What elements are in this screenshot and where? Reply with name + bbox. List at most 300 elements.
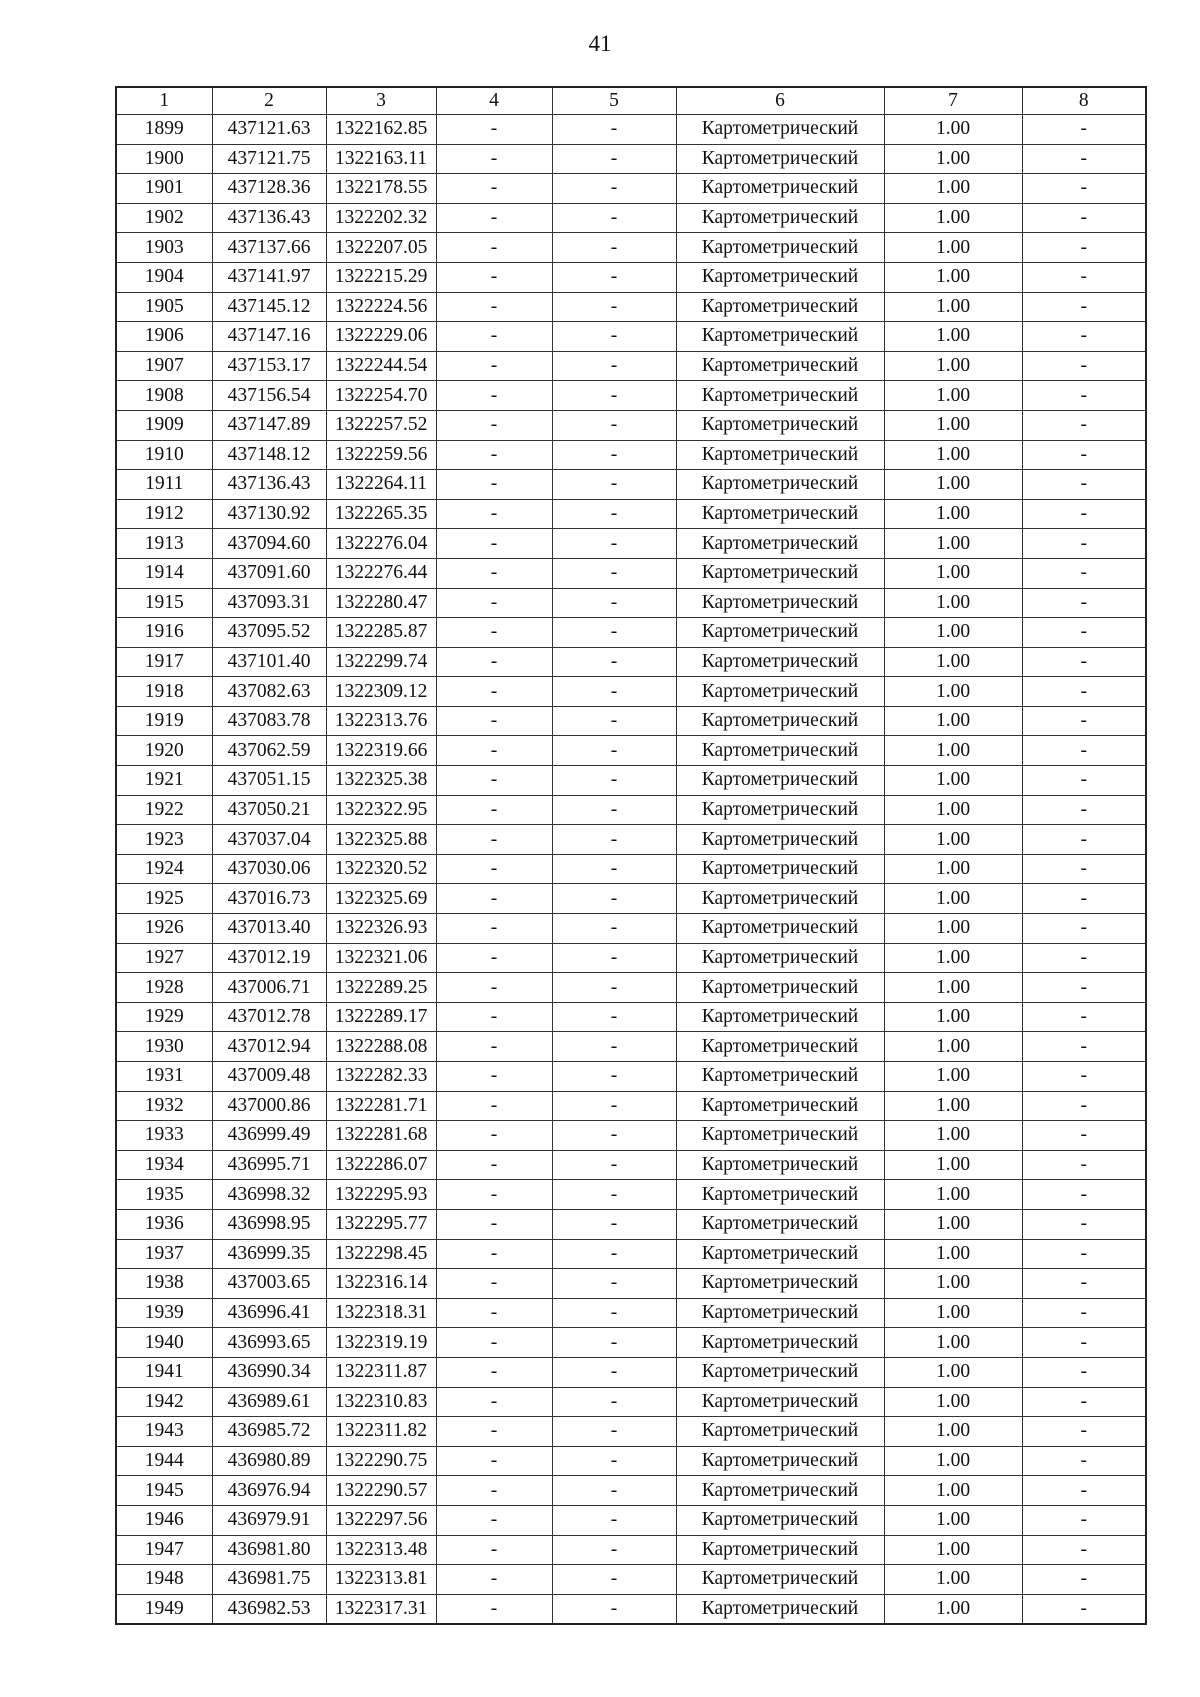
x-coordinate-cell: 437012.78 [212, 1002, 326, 1032]
column-5-cell: - [552, 825, 676, 855]
column-5-cell: - [552, 499, 676, 529]
point-number-cell: 1935 [116, 1180, 212, 1210]
y-coordinate-cell: 1322311.87 [326, 1357, 436, 1387]
column-5-cell: - [552, 203, 676, 233]
method-cell: Картометрический [676, 766, 884, 796]
column-4-cell: - [436, 884, 552, 914]
table-row [116, 706, 1146, 736]
column-5-cell: - [552, 1091, 676, 1121]
column-4-cell: - [436, 1121, 552, 1151]
method-cell: Картометрический [676, 381, 884, 411]
point-number-cell: 1910 [116, 440, 212, 470]
column-8-cell: - [1022, 1476, 1146, 1506]
point-number-cell: 1922 [116, 795, 212, 825]
table-row [116, 1565, 1146, 1595]
table-row [116, 736, 1146, 766]
column-8-cell: - [1022, 825, 1146, 855]
y-coordinate-cell: 1322215.29 [326, 262, 436, 292]
method-cell: Картометрический [676, 174, 884, 204]
table-row [116, 174, 1146, 204]
column-8-cell: - [1022, 1209, 1146, 1239]
x-coordinate-cell: 437037.04 [212, 825, 326, 855]
y-coordinate-cell: 1322290.57 [326, 1476, 436, 1506]
column-header: 5 [552, 87, 676, 115]
column-4-cell: - [436, 1180, 552, 1210]
column-4-cell: - [436, 1269, 552, 1299]
x-coordinate-cell: 437013.40 [212, 914, 326, 944]
x-coordinate-cell: 437083.78 [212, 706, 326, 736]
table-row [116, 647, 1146, 677]
y-coordinate-cell: 1322286.07 [326, 1150, 436, 1180]
column-4-cell: - [436, 588, 552, 618]
accuracy-cell: 1.00 [884, 1121, 1022, 1151]
y-coordinate-cell: 1322317.31 [326, 1594, 436, 1624]
point-number-cell: 1941 [116, 1357, 212, 1387]
column-4-cell: - [436, 1298, 552, 1328]
y-coordinate-cell: 1322276.04 [326, 529, 436, 559]
accuracy-cell: 1.00 [884, 973, 1022, 1003]
point-number-cell: 1948 [116, 1565, 212, 1595]
y-coordinate-cell: 1322281.71 [326, 1091, 436, 1121]
x-coordinate-cell: 437030.06 [212, 854, 326, 884]
x-coordinate-cell: 437147.16 [212, 322, 326, 352]
column-5-cell: - [552, 440, 676, 470]
column-8-cell: - [1022, 1150, 1146, 1180]
method-cell: Картометрический [676, 203, 884, 233]
accuracy-cell: 1.00 [884, 736, 1022, 766]
column-4-cell: - [436, 1417, 552, 1447]
x-coordinate-cell: 436989.61 [212, 1387, 326, 1417]
column-header: 1 [116, 87, 212, 115]
column-5-cell: - [552, 1417, 676, 1447]
y-coordinate-cell: 1322207.05 [326, 233, 436, 263]
column-8-cell: - [1022, 1594, 1146, 1624]
column-header: 2 [212, 87, 326, 115]
table-row [116, 1298, 1146, 1328]
accuracy-cell: 1.00 [884, 1565, 1022, 1595]
table-row [116, 351, 1146, 381]
x-coordinate-cell: 437128.36 [212, 174, 326, 204]
column-8-cell: - [1022, 706, 1146, 736]
x-coordinate-cell: 437101.40 [212, 647, 326, 677]
y-coordinate-cell: 1322289.25 [326, 973, 436, 1003]
x-coordinate-cell: 437137.66 [212, 233, 326, 263]
accuracy-cell: 1.00 [884, 943, 1022, 973]
accuracy-cell: 1.00 [884, 1594, 1022, 1624]
column-5-cell: - [552, 854, 676, 884]
y-coordinate-cell: 1322326.93 [326, 914, 436, 944]
column-8-cell: - [1022, 1417, 1146, 1447]
column-5-cell: - [552, 973, 676, 1003]
column-8-cell: - [1022, 529, 1146, 559]
method-cell: Картометрический [676, 973, 884, 1003]
column-8-cell: - [1022, 884, 1146, 914]
point-number-cell: 1911 [116, 470, 212, 500]
y-coordinate-cell: 1322325.38 [326, 766, 436, 796]
column-5-cell: - [552, 914, 676, 944]
column-8-cell: - [1022, 292, 1146, 322]
method-cell: Картометрический [676, 292, 884, 322]
x-coordinate-cell: 436979.91 [212, 1505, 326, 1535]
table-row [116, 470, 1146, 500]
x-coordinate-cell: 437156.54 [212, 381, 326, 411]
column-4-cell: - [436, 381, 552, 411]
column-5-cell: - [552, 322, 676, 352]
column-4-cell: - [436, 440, 552, 470]
column-5-cell: - [552, 1476, 676, 1506]
page-number: 41 [588, 31, 612, 56]
x-coordinate-cell: 436985.72 [212, 1417, 326, 1447]
column-8-cell: - [1022, 766, 1146, 796]
y-coordinate-cell: 1322311.82 [326, 1417, 436, 1447]
x-coordinate-cell: 436996.41 [212, 1298, 326, 1328]
column-5-cell: - [552, 1121, 676, 1151]
method-cell: Картометрический [676, 1565, 884, 1595]
column-4-cell: - [436, 322, 552, 352]
table-row [116, 943, 1146, 973]
table-row [116, 1239, 1146, 1269]
table-row [116, 618, 1146, 648]
column-5-cell: - [552, 262, 676, 292]
method-cell: Картометрический [676, 825, 884, 855]
point-number-cell: 1920 [116, 736, 212, 766]
column-4-cell: - [436, 262, 552, 292]
column-8-cell: - [1022, 115, 1146, 145]
accuracy-cell: 1.00 [884, 766, 1022, 796]
column-8-cell: - [1022, 174, 1146, 204]
accuracy-cell: 1.00 [884, 1535, 1022, 1565]
column-8-cell: - [1022, 618, 1146, 648]
table-row [116, 410, 1146, 440]
x-coordinate-cell: 436981.75 [212, 1565, 326, 1595]
column-4-cell: - [436, 1328, 552, 1358]
x-coordinate-cell: 437000.86 [212, 1091, 326, 1121]
column-5-cell: - [552, 1269, 676, 1299]
method-cell: Картометрический [676, 1594, 884, 1624]
x-coordinate-cell: 437095.52 [212, 618, 326, 648]
table-row [116, 322, 1146, 352]
point-number-cell: 1907 [116, 351, 212, 381]
point-number-cell: 1931 [116, 1062, 212, 1092]
point-number-cell: 1902 [116, 203, 212, 233]
column-5-cell: - [552, 381, 676, 411]
table-row [116, 766, 1146, 796]
point-number-cell: 1914 [116, 558, 212, 588]
table-row [116, 825, 1146, 855]
accuracy-cell: 1.00 [884, 1298, 1022, 1328]
x-coordinate-cell: 437091.60 [212, 558, 326, 588]
accuracy-cell: 1.00 [884, 618, 1022, 648]
x-coordinate-cell: 436995.71 [212, 1150, 326, 1180]
method-cell: Картометрический [676, 499, 884, 529]
point-number-cell: 1934 [116, 1150, 212, 1180]
y-coordinate-cell: 1322285.87 [326, 618, 436, 648]
table-row [116, 1505, 1146, 1535]
table-row [116, 677, 1146, 707]
column-8-cell: - [1022, 854, 1146, 884]
method-cell: Картометрический [676, 943, 884, 973]
x-coordinate-cell: 437051.15 [212, 766, 326, 796]
column-5-cell: - [552, 1209, 676, 1239]
point-number-cell: 1943 [116, 1417, 212, 1447]
y-coordinate-cell: 1322319.19 [326, 1328, 436, 1358]
column-header: 6 [676, 87, 884, 115]
accuracy-cell: 1.00 [884, 558, 1022, 588]
column-5-cell: - [552, 1180, 676, 1210]
column-header: 3 [326, 87, 436, 115]
column-4-cell: - [436, 115, 552, 145]
column-5-cell: - [552, 766, 676, 796]
column-5-cell: - [552, 736, 676, 766]
column-5-cell: - [552, 588, 676, 618]
accuracy-cell: 1.00 [884, 1417, 1022, 1447]
column-4-cell: - [436, 1062, 552, 1092]
point-number-cell: 1933 [116, 1121, 212, 1151]
x-coordinate-cell: 437012.19 [212, 943, 326, 973]
x-coordinate-cell: 437145.12 [212, 292, 326, 322]
point-number-cell: 1937 [116, 1239, 212, 1269]
method-cell: Картометрический [676, 854, 884, 884]
point-number-cell: 1930 [116, 1032, 212, 1062]
table-row [116, 1269, 1146, 1299]
table-row [116, 1062, 1146, 1092]
column-5-cell: - [552, 529, 676, 559]
accuracy-cell: 1.00 [884, 381, 1022, 411]
point-number-cell: 1909 [116, 410, 212, 440]
accuracy-cell: 1.00 [884, 1328, 1022, 1358]
column-5-cell: - [552, 618, 676, 648]
x-coordinate-cell: 436999.35 [212, 1239, 326, 1269]
point-number-cell: 1912 [116, 499, 212, 529]
column-4-cell: - [436, 1209, 552, 1239]
point-number-cell: 1924 [116, 854, 212, 884]
point-number-cell: 1908 [116, 381, 212, 411]
method-cell: Картометрический [676, 351, 884, 381]
x-coordinate-cell: 437012.94 [212, 1032, 326, 1062]
column-4-cell: - [436, 1476, 552, 1506]
x-coordinate-cell: 437016.73 [212, 884, 326, 914]
column-8-cell: - [1022, 1565, 1146, 1595]
table-row [116, 144, 1146, 174]
x-coordinate-cell: 437093.31 [212, 588, 326, 618]
table-row [116, 499, 1146, 529]
column-4-cell: - [436, 1446, 552, 1476]
column-5-cell: - [552, 1328, 676, 1358]
accuracy-cell: 1.00 [884, 1180, 1022, 1210]
column-4-cell: - [436, 174, 552, 204]
column-4-cell: - [436, 470, 552, 500]
method-cell: Картометрический [676, 677, 884, 707]
column-8-cell: - [1022, 351, 1146, 381]
accuracy-cell: 1.00 [884, 914, 1022, 944]
column-4-cell: - [436, 144, 552, 174]
table-row [116, 1180, 1146, 1210]
y-coordinate-cell: 1322325.88 [326, 825, 436, 855]
table-row [116, 1594, 1146, 1624]
accuracy-cell: 1.00 [884, 144, 1022, 174]
accuracy-cell: 1.00 [884, 1269, 1022, 1299]
column-5-cell: - [552, 943, 676, 973]
column-5-cell: - [552, 1062, 676, 1092]
column-4-cell: - [436, 795, 552, 825]
method-cell: Картометрический [676, 1476, 884, 1506]
column-8-cell: - [1022, 647, 1146, 677]
point-number-cell: 1928 [116, 973, 212, 1003]
y-coordinate-cell: 1322257.52 [326, 410, 436, 440]
method-cell: Картометрический [676, 1180, 884, 1210]
column-5-cell: - [552, 292, 676, 322]
column-8-cell: - [1022, 322, 1146, 352]
table-row [116, 440, 1146, 470]
column-4-cell: - [436, 825, 552, 855]
method-cell: Картометрический [676, 262, 884, 292]
method-cell: Картометрический [676, 144, 884, 174]
point-number-cell: 1936 [116, 1209, 212, 1239]
column-4-cell: - [436, 1091, 552, 1121]
x-coordinate-cell: 437148.12 [212, 440, 326, 470]
y-coordinate-cell: 1322295.93 [326, 1180, 436, 1210]
method-cell: Картометрический [676, 706, 884, 736]
accuracy-cell: 1.00 [884, 470, 1022, 500]
column-8-cell: - [1022, 1357, 1146, 1387]
table-body [116, 115, 1146, 1625]
table-row [116, 973, 1146, 1003]
point-number-cell: 1940 [116, 1328, 212, 1358]
point-number-cell: 1917 [116, 647, 212, 677]
method-cell: Картометрический [676, 618, 884, 648]
accuracy-cell: 1.00 [884, 825, 1022, 855]
method-cell: Картометрический [676, 1239, 884, 1269]
y-coordinate-cell: 1322244.54 [326, 351, 436, 381]
table-row [116, 233, 1146, 263]
table-row [116, 884, 1146, 914]
column-4-cell: - [436, 233, 552, 263]
table-row [116, 115, 1146, 145]
accuracy-cell: 1.00 [884, 529, 1022, 559]
column-4-cell: - [436, 973, 552, 1003]
table-row [116, 1357, 1146, 1387]
method-cell: Картометрический [676, 1535, 884, 1565]
y-coordinate-cell: 1322224.56 [326, 292, 436, 322]
accuracy-cell: 1.00 [884, 706, 1022, 736]
y-coordinate-cell: 1322320.52 [326, 854, 436, 884]
method-cell: Картометрический [676, 795, 884, 825]
column-4-cell: - [436, 1565, 552, 1595]
x-coordinate-cell: 437121.75 [212, 144, 326, 174]
y-coordinate-cell: 1322299.74 [326, 647, 436, 677]
method-cell: Картометрический [676, 1387, 884, 1417]
table-row [116, 1417, 1146, 1447]
column-4-cell: - [436, 499, 552, 529]
accuracy-cell: 1.00 [884, 884, 1022, 914]
accuracy-cell: 1.00 [884, 1476, 1022, 1506]
accuracy-cell: 1.00 [884, 588, 1022, 618]
method-cell: Картометрический [676, 736, 884, 766]
y-coordinate-cell: 1322276.44 [326, 558, 436, 588]
table-row [116, 914, 1146, 944]
x-coordinate-cell: 437050.21 [212, 795, 326, 825]
table-row [116, 1150, 1146, 1180]
point-number-cell: 1946 [116, 1505, 212, 1535]
x-coordinate-cell: 436980.89 [212, 1446, 326, 1476]
column-4-cell: - [436, 943, 552, 973]
method-cell: Картометрический [676, 1032, 884, 1062]
x-coordinate-cell: 437094.60 [212, 529, 326, 559]
point-number-cell: 1926 [116, 914, 212, 944]
table-row [116, 1446, 1146, 1476]
column-8-cell: - [1022, 1239, 1146, 1269]
table-row [116, 854, 1146, 884]
point-number-cell: 1899 [116, 115, 212, 145]
column-4-cell: - [436, 854, 552, 884]
table-row [116, 1002, 1146, 1032]
coordinates-table [115, 86, 1147, 1625]
method-cell: Картометрический [676, 1150, 884, 1180]
table-row [116, 1387, 1146, 1417]
table-row [116, 381, 1146, 411]
column-5-cell: - [552, 470, 676, 500]
accuracy-cell: 1.00 [884, 1062, 1022, 1092]
column-5-cell: - [552, 1565, 676, 1595]
y-coordinate-cell: 1322163.11 [326, 144, 436, 174]
column-header: 4 [436, 87, 552, 115]
column-5-cell: - [552, 1594, 676, 1624]
y-coordinate-cell: 1322265.35 [326, 499, 436, 529]
method-cell: Картометрический [676, 1091, 884, 1121]
column-4-cell: - [436, 1505, 552, 1535]
x-coordinate-cell: 436976.94 [212, 1476, 326, 1506]
accuracy-cell: 1.00 [884, 351, 1022, 381]
point-number-cell: 1929 [116, 1002, 212, 1032]
column-4-cell: - [436, 647, 552, 677]
point-number-cell: 1913 [116, 529, 212, 559]
column-8-cell: - [1022, 588, 1146, 618]
y-coordinate-cell: 1322295.77 [326, 1209, 436, 1239]
method-cell: Картометрический [676, 1062, 884, 1092]
column-8-cell: - [1022, 1180, 1146, 1210]
accuracy-cell: 1.00 [884, 1446, 1022, 1476]
column-8-cell: - [1022, 1062, 1146, 1092]
y-coordinate-cell: 1322325.69 [326, 884, 436, 914]
column-8-cell: - [1022, 943, 1146, 973]
column-8-cell: - [1022, 736, 1146, 766]
column-8-cell: - [1022, 470, 1146, 500]
column-8-cell: - [1022, 1032, 1146, 1062]
y-coordinate-cell: 1322288.08 [326, 1032, 436, 1062]
y-coordinate-cell: 1322313.76 [326, 706, 436, 736]
point-number-cell: 1916 [116, 618, 212, 648]
method-cell: Картометрический [676, 914, 884, 944]
y-coordinate-cell: 1322313.81 [326, 1565, 436, 1595]
column-4-cell: - [436, 351, 552, 381]
y-coordinate-cell: 1322313.48 [326, 1535, 436, 1565]
column-4-cell: - [436, 1535, 552, 1565]
method-cell: Картометрический [676, 884, 884, 914]
x-coordinate-cell: 436982.53 [212, 1594, 326, 1624]
point-number-cell: 1942 [116, 1387, 212, 1417]
method-cell: Картометрический [676, 529, 884, 559]
accuracy-cell: 1.00 [884, 647, 1022, 677]
y-coordinate-cell: 1322254.70 [326, 381, 436, 411]
x-coordinate-cell: 437121.63 [212, 115, 326, 145]
y-coordinate-cell: 1322309.12 [326, 677, 436, 707]
accuracy-cell: 1.00 [884, 1357, 1022, 1387]
x-coordinate-cell: 437136.43 [212, 203, 326, 233]
column-8-cell: - [1022, 795, 1146, 825]
column-5-cell: - [552, 677, 676, 707]
column-4-cell: - [436, 1387, 552, 1417]
method-cell: Картометрический [676, 1505, 884, 1535]
